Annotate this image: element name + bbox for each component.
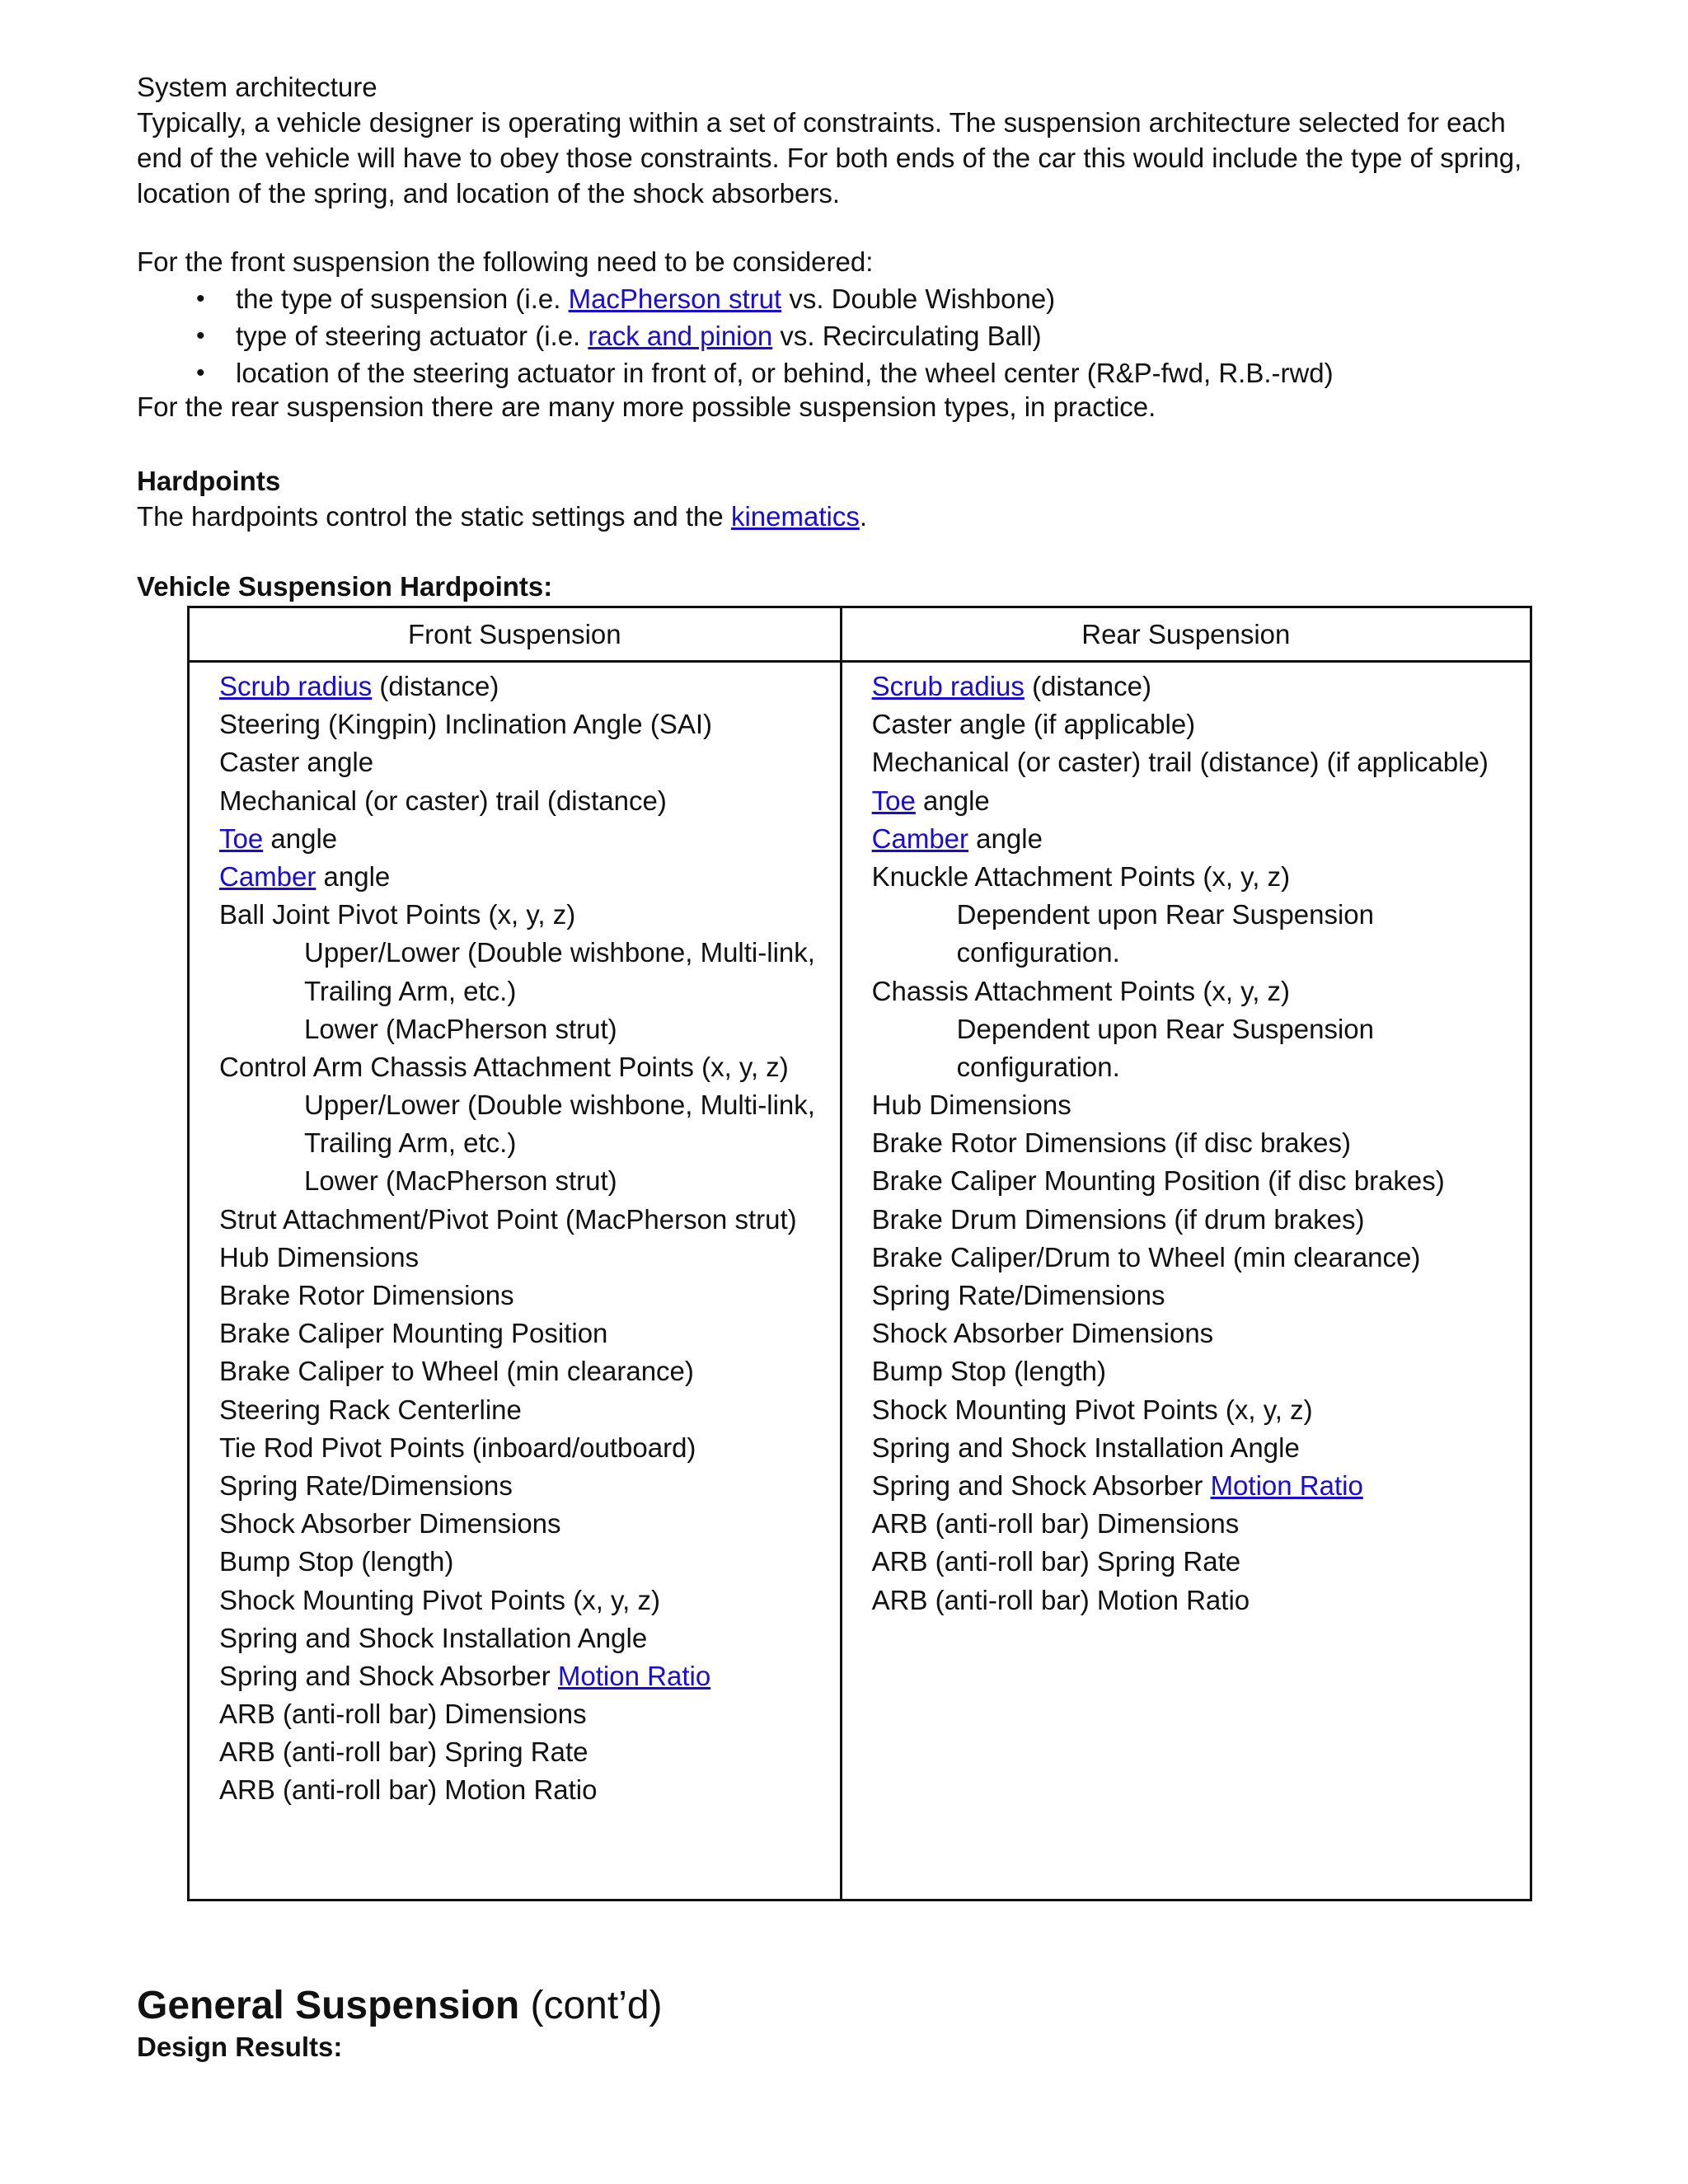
general-title-suffix: (cont’d): [519, 1984, 663, 2027]
rear-hardpoint-item: [872, 1315, 1530, 1352]
table-body-row: [189, 662, 1531, 1900]
camber-link[interactable]: Camber: [219, 860, 316, 892]
rear-hardpoint-item: [872, 1086, 1530, 1124]
hardpoint-text: (distance): [1024, 671, 1151, 701]
hardpoints-description: [137, 499, 867, 535]
rear-hardpoint-item: [872, 858, 1530, 896]
motion-ratio-link[interactable]: Motion Ratio: [1210, 1469, 1363, 1501]
table-title: Vehicle Suspension Hardpoints:: [137, 571, 553, 602]
front-hardpoint-item: [219, 1239, 840, 1277]
rear-hardpoint-item: [872, 1429, 1530, 1467]
bullet-icon: •: [196, 359, 205, 387]
front-hardpoint-item: [219, 668, 840, 705]
bullet-text: [236, 281, 1055, 317]
front-hardpoint-item: [219, 820, 840, 858]
scrub-radius-link[interactable]: Scrub radius: [219, 671, 373, 701]
camber-link[interactable]: Camber: [871, 823, 969, 854]
bullet-text-post: vs. Recirculating Ball): [772, 321, 1042, 351]
front-hardpoint-item: [219, 1315, 840, 1352]
hardpoint-text: Bump Stop (length): [871, 1356, 1106, 1387]
hardpoint-text: Spring and Shock Absorber: [219, 1660, 558, 1691]
rear-hardpoint-item: [872, 743, 1530, 781]
hardpoint-text: angle: [263, 823, 338, 854]
hardpoints-table: [187, 606, 1532, 1901]
rear-hardpoint-item: [872, 1010, 1530, 1048]
hardpoint-text: Hub Dimensions: [219, 1241, 420, 1272]
hardpoint-text: Shock Mounting Pivot Points (x, y, z): [219, 1584, 660, 1615]
rear-hardpoint-item: [872, 1277, 1530, 1315]
front-hardpoint-item: [219, 782, 840, 820]
hardpoint-text: Strut Attachment/Pivot Point (MacPherson strut): [219, 1203, 797, 1235]
rear-hardpoint-item: [872, 972, 1530, 1010]
hardpoint-text: Brake Caliper to Wheel (min clearance): [219, 1356, 694, 1387]
macpherson-strut-link[interactable]: MacPherson strut: [568, 284, 782, 314]
rear-hardpoint-item: [872, 1048, 1530, 1086]
rear-intro: For the rear suspension there are many more possible suspension types, in practice.: [137, 391, 1156, 422]
arch-para-line-2: end of the vehicle will have to obey those constraints. For both ends of the car this would include the type of spring,: [137, 143, 1522, 173]
hardpoint-text: Lower (MacPherson strut): [304, 1013, 617, 1044]
front-hardpoint-item: [219, 1543, 840, 1581]
rear-hardpoint-item: [872, 1582, 1530, 1619]
rear-hardpoint-item: [872, 934, 1530, 972]
front-suspension-cell: [189, 662, 842, 1900]
bullet-icon: •: [196, 285, 205, 312]
hardpoint-text: Shock Mounting Pivot Points (x, y, z): [871, 1394, 1313, 1425]
rear-hardpoint-item: [872, 1201, 1530, 1239]
front-hardpoint-item: [219, 972, 840, 1010]
hardpoint-text: Shock Absorber Dimensions: [871, 1318, 1214, 1349]
hardpoint-text: Lower (MacPherson strut): [304, 1165, 617, 1197]
front-hardpoint-item: [219, 1352, 840, 1390]
hardpoint-text: configuration.: [956, 1051, 1120, 1082]
kinematics-link[interactable]: kinematics: [730, 501, 860, 532]
front-hardpoint-item: [219, 1162, 840, 1200]
hardpoint-text: ARB (anti-roll bar) Dimensions: [219, 1699, 587, 1730]
rear-suspension-cell: [841, 662, 1531, 1900]
hardpoint-text: ARB (anti-roll bar) Motion Ratio: [219, 1774, 598, 1806]
front-hardpoint-item: [219, 743, 840, 781]
hardpoint-text: Brake Drum Dimensions (if drum brakes): [871, 1203, 1365, 1235]
front-hardpoint-item: [219, 1695, 840, 1733]
rear-suspension-header: Rear Suspension: [841, 607, 1531, 662]
front-hardpoint-item: [219, 1391, 840, 1429]
front-hardpoint-item: [219, 705, 840, 743]
hardpoint-text: ARB (anti-roll bar) Dimensions: [871, 1508, 1240, 1540]
toe-link[interactable]: Toe: [871, 785, 916, 816]
front-hardpoint-item: [219, 1467, 840, 1505]
bullet-text: location of the steering actuator in front of, or behind, the wheel center (R&P-fwd, R.B.-rwd): [236, 358, 1334, 388]
hardpoint-text: Upper/Lower (Double wishbone, Multi-link,: [304, 1090, 815, 1121]
bullet-text-pre: the type of suspension (i.e.: [236, 284, 569, 314]
hardpoint-text: (distance): [372, 671, 499, 701]
front-hardpoint-item: [219, 934, 840, 972]
hardpoint-text: Tie Rod Pivot Points (inboard/outboard): [219, 1432, 696, 1463]
table-header-row: [189, 607, 1531, 662]
hardpoint-text: Shock Absorber Dimensions: [219, 1508, 561, 1540]
rear-hardpoint-item: [872, 896, 1530, 934]
hardpoint-text: Mechanical (or caster) trail (distance): [219, 785, 667, 816]
rear-hardpoint-item: [872, 1352, 1530, 1390]
hardpoint-text: Caster angle: [219, 747, 374, 778]
hardpoint-text: Brake Caliper Mounting Position (if disc brakes): [871, 1165, 1445, 1197]
general-suspension-heading: [137, 1983, 663, 2029]
hardpoint-text: Trailing Arm, etc.): [304, 975, 517, 1006]
rear-hardpoint-item: [872, 705, 1530, 743]
design-results-heading: Design Results:: [137, 2032, 343, 2062]
rear-hardpoint-item: [872, 1505, 1530, 1543]
hardpoints-text-pre: The hardpoints control the static settings and the: [137, 501, 731, 532]
front-hardpoint-item: [219, 858, 840, 896]
hardpoint-text: configuration.: [956, 937, 1120, 968]
arch-para-line-3: location of the spring, and location of the shock absorbers.: [137, 178, 841, 209]
bullet-text: [236, 318, 1042, 354]
rear-hardpoint-item: [872, 668, 1530, 705]
front-intro: For the front suspension the following need to be considered:: [137, 246, 874, 277]
rear-hardpoint-item: [872, 1124, 1530, 1162]
motion-ratio-link[interactable]: Motion Ratio: [557, 1660, 711, 1691]
hardpoints-text-post: .: [859, 501, 867, 532]
hardpoint-text: Brake Rotor Dimensions (if disc brakes): [871, 1127, 1351, 1159]
hardpoint-text: Spring and Shock Installation Angle: [219, 1622, 648, 1653]
rear-hardpoint-item: [872, 1467, 1530, 1505]
hardpoint-text: Steering Rack Centerline: [219, 1394, 522, 1425]
front-hardpoint-item: [219, 1657, 840, 1695]
front-hardpoint-item: [219, 1277, 840, 1315]
scrub-radius-link[interactable]: Scrub radius: [871, 671, 1025, 701]
section-title-architecture: System architecture: [137, 72, 377, 102]
hardpoint-text: Spring Rate/Dimensions: [219, 1469, 513, 1501]
front-hardpoint-list: [190, 663, 840, 1810]
front-hardpoint-item: [219, 1048, 840, 1086]
hardpoint-text: Control Arm Chassis Attachment Points (x, y, z): [219, 1051, 789, 1082]
bullet-text-pre: type of steering actuator (i.e.: [236, 321, 588, 351]
rear-hardpoint-item: [872, 1391, 1530, 1429]
hardpoint-text: Steering (Kingpin) Inclination Angle (SAI): [219, 709, 712, 740]
arch-para-line-1: Typically, a vehicle designer is operating within a set of constraints. The suspension architecture selected for each: [137, 107, 1506, 138]
hardpoint-text: Bump Stop (length): [219, 1546, 454, 1577]
front-suspension-header: Front Suspension: [189, 607, 842, 662]
hardpoint-text: Dependent upon Rear Suspension: [956, 1013, 1375, 1044]
hardpoint-text: Brake Caliper Mounting Position: [219, 1318, 608, 1349]
bullet-text-post: vs. Double Wishbone): [781, 284, 1056, 314]
front-hardpoint-item: [219, 1619, 840, 1657]
hardpoint-text: Knuckle Attachment Points (x, y, z): [871, 860, 1291, 892]
hardpoint-text: Ball Joint Pivot Points (x, y, z): [219, 899, 576, 930]
hardpoint-text: angle: [316, 860, 391, 892]
front-hardpoint-item: [219, 1124, 840, 1162]
hardpoint-text: ARB (anti-roll bar) Spring Rate: [871, 1546, 1241, 1577]
hardpoint-text: Hub Dimensions: [871, 1090, 1071, 1121]
front-hardpoint-item: [219, 1771, 840, 1809]
hardpoint-text: Trailing Arm, etc.): [304, 1127, 517, 1159]
hardpoints-heading: Hardpoints: [137, 466, 281, 496]
front-hardpoint-item: [219, 1582, 840, 1619]
hardpoint-text: angle: [968, 823, 1043, 854]
front-hardpoint-item: [219, 1733, 840, 1771]
bullet-icon: •: [196, 322, 205, 349]
hardpoint-text: Mechanical (or caster) trail (distance) (if applicable): [871, 747, 1489, 778]
front-hardpoint-item: [219, 1201, 840, 1239]
hardpoint-text: Chassis Attachment Points (x, y, z): [871, 975, 1291, 1006]
front-hardpoint-item: [219, 1010, 840, 1048]
hardpoint-text: Brake Caliper/Drum to Wheel (min clearance): [871, 1241, 1421, 1272]
hardpoint-text: ARB (anti-roll bar) Motion Ratio: [871, 1584, 1250, 1615]
rear-hardpoint-item: [872, 1239, 1530, 1277]
toe-link[interactable]: Toe: [219, 823, 264, 854]
rack-and-pinion-link[interactable]: rack and pinion: [588, 321, 773, 351]
rear-hardpoint-item: [872, 1543, 1530, 1581]
hardpoint-text: angle: [915, 785, 990, 816]
rear-hardpoint-item: [872, 820, 1530, 858]
front-hardpoint-item: [219, 1429, 840, 1467]
rear-hardpoint-item: [872, 1162, 1530, 1200]
hardpoint-text: Upper/Lower (Double wishbone, Multi-link,: [304, 937, 815, 968]
hardpoint-text: Dependent upon Rear Suspension: [956, 899, 1375, 930]
front-hardpoint-item: [219, 1086, 840, 1124]
hardpoint-text: Caster angle (if applicable): [871, 709, 1196, 740]
rear-hardpoint-list: [842, 663, 1530, 1619]
general-title: General Suspension: [137, 1984, 520, 2027]
front-hardpoint-item: [219, 896, 840, 934]
hardpoint-text: Spring and Shock Installation Angle: [871, 1432, 1300, 1463]
front-hardpoint-item: [219, 1505, 840, 1543]
hardpoint-text: Brake Rotor Dimensions: [219, 1280, 514, 1310]
rear-hardpoint-item: [872, 782, 1530, 820]
hardpoint-text: Spring Rate/Dimensions: [871, 1280, 1165, 1310]
hardpoint-text: Spring and Shock Absorber: [871, 1469, 1211, 1501]
hardpoint-text: ARB (anti-roll bar) Spring Rate: [219, 1736, 588, 1768]
